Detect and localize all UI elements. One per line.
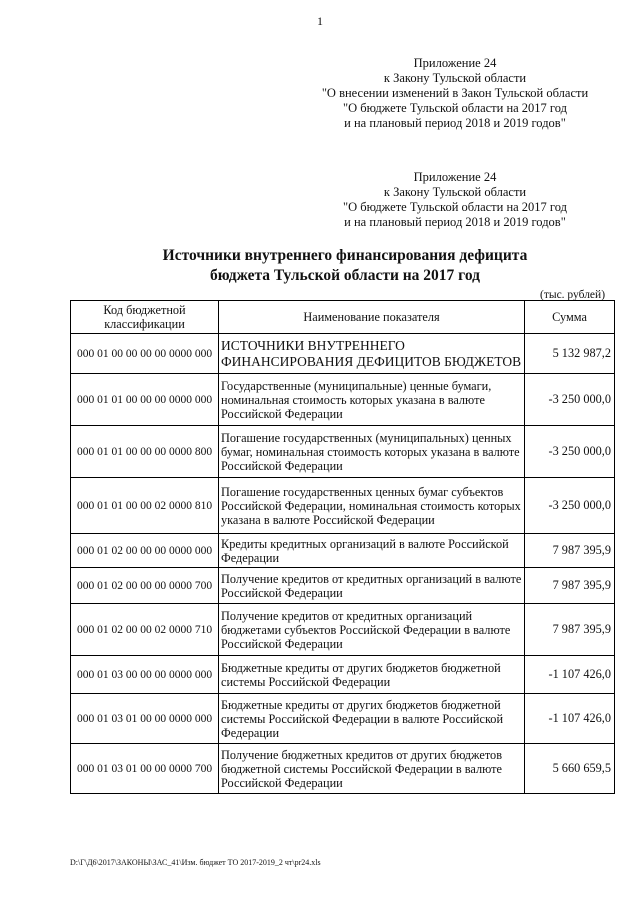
header-name: Наименование показателя [219, 301, 525, 334]
appendix-line: к Закону Тульской области [383, 185, 527, 199]
row-name: Кредиты кредитных организаций в валюте Российской Федерации [219, 534, 525, 568]
file-path-footer: D:\Г\Д6\2017\ЗАКОНЫ\ЗАС_41\Изм. бюджет ТО 2017-2019_2 чт\pr24.xls [70, 858, 321, 867]
table-row [71, 568, 615, 604]
appendix-line: "О бюджете Тульской области на 2017 год [343, 101, 567, 115]
appendix-header-original [300, 170, 610, 230]
appendix-line: "О внесении изменений в Закон Тульской области [321, 86, 589, 100]
row-name: Бюджетные кредиты от других бюджетов бюджетной системы Российской Федерации в валюте Российской Федерации [219, 694, 525, 744]
row-name: Получение кредитов от кредитных организаций бюджетами субъектов Российской Федерации в валюте Российской Федерации [219, 604, 525, 656]
row-name: Получение бюджетных кредитов от других бюджетов бюджетной системы Российской Федерации в валюте Российской Федерации [219, 744, 525, 794]
table-row [71, 426, 615, 478]
appendix-line: Приложение 24 [413, 170, 497, 184]
row-name: Государственные (муниципальные) ценные бумаги, номинальная стоимость которых указана в валюте Российской Федерации [219, 374, 525, 426]
table-row [71, 656, 615, 694]
row-code: 000 01 03 00 00 00 0000 000 [71, 656, 219, 694]
table-row [71, 478, 615, 534]
row-sum: -3 250 000,0 [525, 374, 615, 426]
table-row [71, 694, 615, 744]
row-code: 000 01 02 00 00 00 0000 700 [71, 568, 219, 604]
row-code: 000 01 02 00 00 00 0000 000 [71, 534, 219, 568]
row-sum: -1 107 426,0 [525, 694, 615, 744]
row-name: Бюджетные кредиты от других бюджетов бюджетной системы Российской Федерации [219, 656, 525, 694]
document-title [0, 246, 640, 286]
units-label: (тыс. рублей) [540, 289, 606, 301]
table-row [71, 374, 615, 426]
row-sum: 7 987 395,9 [525, 534, 615, 568]
row-code: 000 01 03 01 00 00 0000 000 [71, 694, 219, 744]
title-line: Источники внутреннего финансирования дефицита [162, 247, 528, 264]
row-sum: 5 132 987,2 [525, 334, 615, 374]
title-line: бюджета Тульской области на 2017 год [210, 267, 480, 284]
header-sum: Сумма [525, 301, 615, 334]
appendix-header-current [300, 56, 610, 131]
row-sum: 7 987 395,9 [525, 604, 615, 656]
row-code: 000 01 03 01 00 00 0000 700 [71, 744, 219, 794]
row-code: 000 01 00 00 00 00 0000 000 [71, 334, 219, 374]
appendix-line: и на плановый период 2018 и 2019 годов" [344, 215, 566, 229]
table-row [71, 604, 615, 656]
appendix-line: к Закону Тульской области [383, 71, 527, 85]
appendix-line: и на плановый период 2018 и 2019 годов" [344, 116, 566, 130]
table-row [71, 334, 615, 374]
appendix-line: Приложение 24 [413, 56, 497, 70]
row-code: 000 01 02 00 00 02 0000 710 [71, 604, 219, 656]
row-name: Погашение государственных (муниципальных) ценных бумаг, номинальная стоимость которых указана в валюте Российской Федерации [219, 426, 525, 478]
header-code: Код бюджетной классификации [71, 301, 219, 334]
row-sum: 5 660 659,5 [525, 744, 615, 794]
row-sum: -3 250 000,0 [525, 478, 615, 534]
row-sum: -1 107 426,0 [525, 656, 615, 694]
row-sum: 7 987 395,9 [525, 568, 615, 604]
row-name: ИСТОЧНИКИ ВНУТРЕННЕГО ФИНАНСИРОВАНИЯ ДЕФИЦИТОВ БЮДЖЕТОВ [219, 334, 525, 374]
row-name: Получение кредитов от кредитных организаций в валюте Российской Федерации [219, 568, 525, 604]
row-code: 000 01 01 00 00 02 0000 810 [71, 478, 219, 534]
page-number: 1 [317, 14, 323, 28]
table-header-row [71, 301, 615, 334]
row-sum: -3 250 000,0 [525, 426, 615, 478]
table-row [71, 534, 615, 568]
table-row [71, 744, 615, 794]
appendix-line: "О бюджете Тульской области на 2017 год [343, 200, 567, 214]
financing-sources-table [70, 300, 615, 794]
row-name: Погашение государственных ценных бумаг субъектов Российской Федерации, номинальная стоимость которых указана в валюте Российской Федерации [219, 478, 525, 534]
row-code: 000 01 01 00 00 00 0000 800 [71, 426, 219, 478]
row-code: 000 01 01 00 00 00 0000 000 [71, 374, 219, 426]
